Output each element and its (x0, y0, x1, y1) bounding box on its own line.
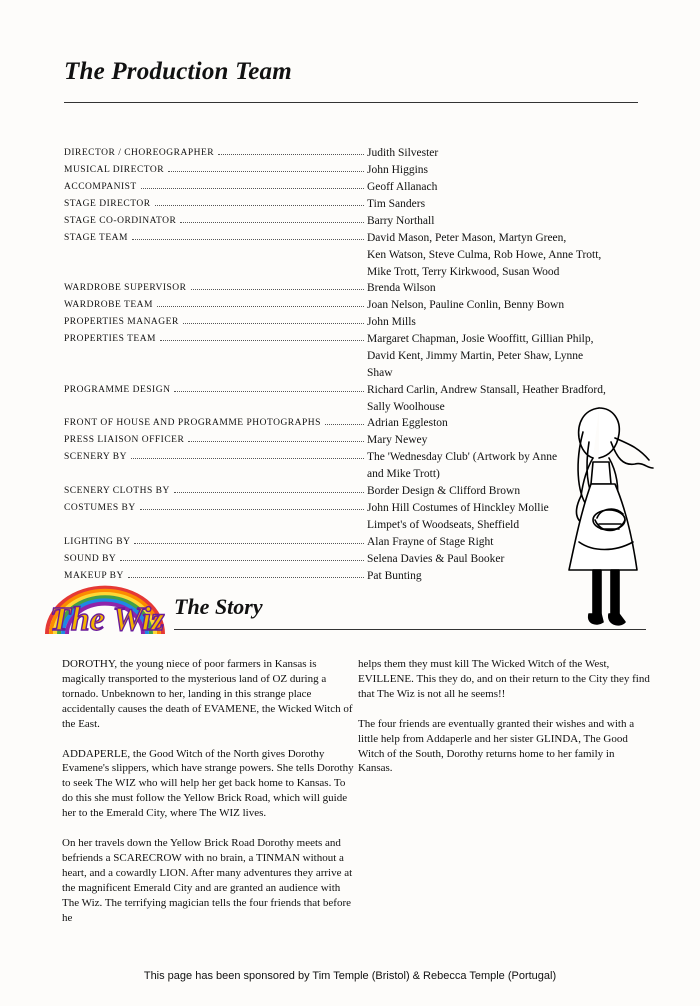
dot-leader (174, 492, 364, 493)
credit-role-label: PROPERTIES TEAM (64, 334, 157, 345)
credit-role (64, 280, 364, 297)
dot-leader (325, 424, 364, 425)
credit-name-line: Adrian Eggleston (367, 417, 448, 430)
dot-leader (174, 391, 364, 392)
credit-role-label: STAGE TEAM (64, 233, 128, 243)
dot-leader (132, 239, 364, 240)
story-column-left (62, 657, 354, 941)
credit-name-line: John Mills (367, 316, 416, 329)
credit-name-line: Richard Carlin, Andrew Stansall, Heather Bradford, (367, 383, 606, 396)
sponsor-footer: This page has been sponsored by Tim Temple (Bristol) & Rebecca Temple (Portugal) (143, 970, 557, 982)
credit-row (64, 331, 644, 381)
dot-leader (160, 340, 364, 341)
credit-name-line: Ken Watson, Steve Culma, Rob Howe, Anne Trott, (367, 248, 602, 261)
dot-leader (140, 509, 364, 510)
credit-role-label: PRESS LIAISON OFFICER (64, 435, 185, 446)
credit-role (64, 145, 364, 162)
story-divider (174, 629, 646, 630)
dot-leader (141, 188, 364, 189)
credit-name-line: Border Design & Clifford Brown (367, 484, 521, 497)
dot-leader (218, 154, 364, 155)
credit-row (64, 179, 644, 196)
dot-leader (134, 543, 364, 544)
credit-name-line: Sally Woolhouse (367, 400, 445, 413)
dorothy-illustration (553, 402, 663, 648)
credit-role (64, 449, 364, 466)
credit-names (364, 196, 607, 213)
dot-leader (188, 441, 364, 442)
story-paragraph: On her travels down the Yellow Brick Road Dorothy meets and befriends a SCARECROW with no brain, a TINMAN without a heart, and a cowardly LION. After many adventures they arrive at the magnificent Emerald City and are granted an audience with The Wiz. The terrifying magician tells the four friends that before he (62, 837, 353, 924)
credit-row (64, 297, 644, 314)
dot-leader (183, 323, 364, 324)
credit-name-line: Mary Newey (367, 434, 428, 447)
credit-name-line: Geoff Allanach (367, 181, 438, 193)
credit-names (364, 230, 607, 280)
credit-name-line: Judith Silvester (367, 147, 439, 159)
credit-role (64, 297, 364, 314)
credit-role-label: STAGE CO-ORDINATOR (64, 216, 177, 226)
credit-role (64, 179, 364, 196)
credit-row (64, 314, 644, 331)
dot-leader (120, 560, 364, 561)
credit-name-line: The 'Wednesday Club' (Artwork by Anne (367, 451, 558, 464)
credit-names (364, 331, 607, 381)
credit-name-line: Tim Sanders (367, 198, 426, 210)
credit-name-line: Selena Davies & Paul Booker (367, 552, 505, 565)
credit-name-line: Mike Trott, Terry Kirkwood, Susan Wood (367, 265, 560, 278)
credit-row (64, 230, 644, 280)
credit-row (64, 162, 644, 179)
credit-role (64, 382, 364, 399)
credit-role-label: SCENERY CLOTHS BY (64, 485, 170, 496)
credit-name-line: John Hill Costumes of Hinckley Mollie (367, 501, 549, 514)
credit-names (364, 314, 607, 331)
credit-role-label: STAGE DIRECTOR (64, 199, 151, 209)
story-paragraph: The four friends are eventually granted their wishes and with a little help from Addaperle and her sister GLINDA, The Good Witch of the South, Dorothy returns home to her family in Kansas. (358, 717, 635, 775)
credit-name-line: Barry Northall (367, 215, 435, 227)
credit-role-label: COSTUMES BY (64, 502, 136, 513)
page-title: The Production Team (64, 58, 292, 85)
story-title: The Story (174, 594, 263, 619)
credit-role (64, 415, 364, 432)
credit-role-label: WARDROBE TEAM (64, 300, 153, 311)
credit-role (64, 162, 364, 179)
credit-role (64, 500, 364, 517)
credit-names (364, 162, 607, 179)
dot-leader (155, 205, 364, 206)
credit-role (64, 551, 364, 568)
credit-name-line: Limpet's of Woodseats, Sheffield (367, 518, 520, 531)
credit-role-label: WARDROBE SUPERVISOR (64, 283, 187, 294)
dot-leader (180, 222, 364, 223)
credit-name-line: Joan Nelson, Pauline Conlin, Benny Bown (367, 299, 565, 312)
credit-role (64, 314, 364, 331)
credit-names (364, 179, 607, 196)
the-wiz-logo (40, 572, 170, 642)
credit-role-label: SCENERY BY (64, 452, 127, 463)
credit-name-line: Brenda Wilson (367, 282, 436, 295)
credit-role (64, 196, 364, 213)
credit-role-label: SOUND BY (64, 553, 117, 564)
story-column-right (358, 657, 650, 791)
credit-name-line: John Higgins (367, 164, 429, 176)
credit-name-line: David Kent, Jimmy Martin, Peter Shaw, Lynne Shaw (367, 350, 584, 379)
credit-role (64, 331, 364, 348)
credit-role (64, 230, 364, 247)
credit-role-label: PROGRAMME DESIGN (64, 384, 171, 395)
credit-names (364, 297, 607, 314)
dot-leader (131, 458, 364, 459)
credit-role-label: MUSICAL DIRECTOR (64, 165, 165, 175)
dot-leader (191, 289, 365, 290)
credit-role-label: ACCOMPANIST (64, 182, 137, 192)
credit-row (64, 213, 644, 230)
dot-leader (157, 306, 364, 307)
credit-name-line: David Mason, Peter Mason, Martyn Green, (367, 232, 567, 244)
credit-role (64, 534, 364, 551)
credit-name-line: and Mike Trott) (367, 468, 440, 481)
credit-role-label: LIGHTING BY (64, 536, 131, 547)
story-paragraph: DOROTHY, the young niece of poor farmers in Kansas is magically transported to the mysterious land of OZ during a tornado. Unbeknown to her, landing in this strange place accidentally causes the death of EVAMENE, the Wicked Witch of the East. (62, 658, 353, 730)
story-paragraph: helps them they must kill The Wicked Witch of the West, EVILLENE. This they do, and on their return to the City they find that The Wiz is not all he seems!! (358, 658, 650, 700)
credit-role (64, 483, 364, 500)
credit-name-line: Pat Bunting (367, 569, 422, 582)
logo-text: The Wiz (50, 601, 165, 638)
credit-role-label: FRONT OF HOUSE AND PROGRAMME PHOTOGRAPHS (64, 418, 321, 429)
credit-names (364, 280, 607, 297)
credit-role-label: PROPERTIES MANAGER (64, 317, 179, 328)
title-divider (64, 102, 638, 103)
credit-names (364, 145, 607, 162)
credit-row (64, 196, 644, 213)
credit-name-line: Margaret Chapman, Josie Wooffitt, Gillian Philp, (367, 333, 594, 346)
credit-role-label: MAKEUP BY (64, 570, 124, 581)
credit-row (64, 145, 644, 162)
credit-role-label: DIRECTOR / CHOREOGRAPHER (64, 148, 215, 158)
story-paragraph: ADDAPERLE, the Good Witch of the North gives Dorothy Evamene's slippers, which have strange powers. She tells Dorothy to seek The WIZ who will help her get back home to Kansas. To do this she must follow the Yellow Brick Road, which will guide her to the Emerald City, where The WIZ lives. (62, 747, 354, 820)
credit-role (64, 213, 364, 230)
dot-leader (168, 171, 364, 172)
credit-row (64, 280, 644, 297)
credit-names (364, 213, 607, 230)
credit-role (64, 432, 364, 449)
credit-name-line: Alan Frayne of Stage Right (367, 535, 494, 548)
